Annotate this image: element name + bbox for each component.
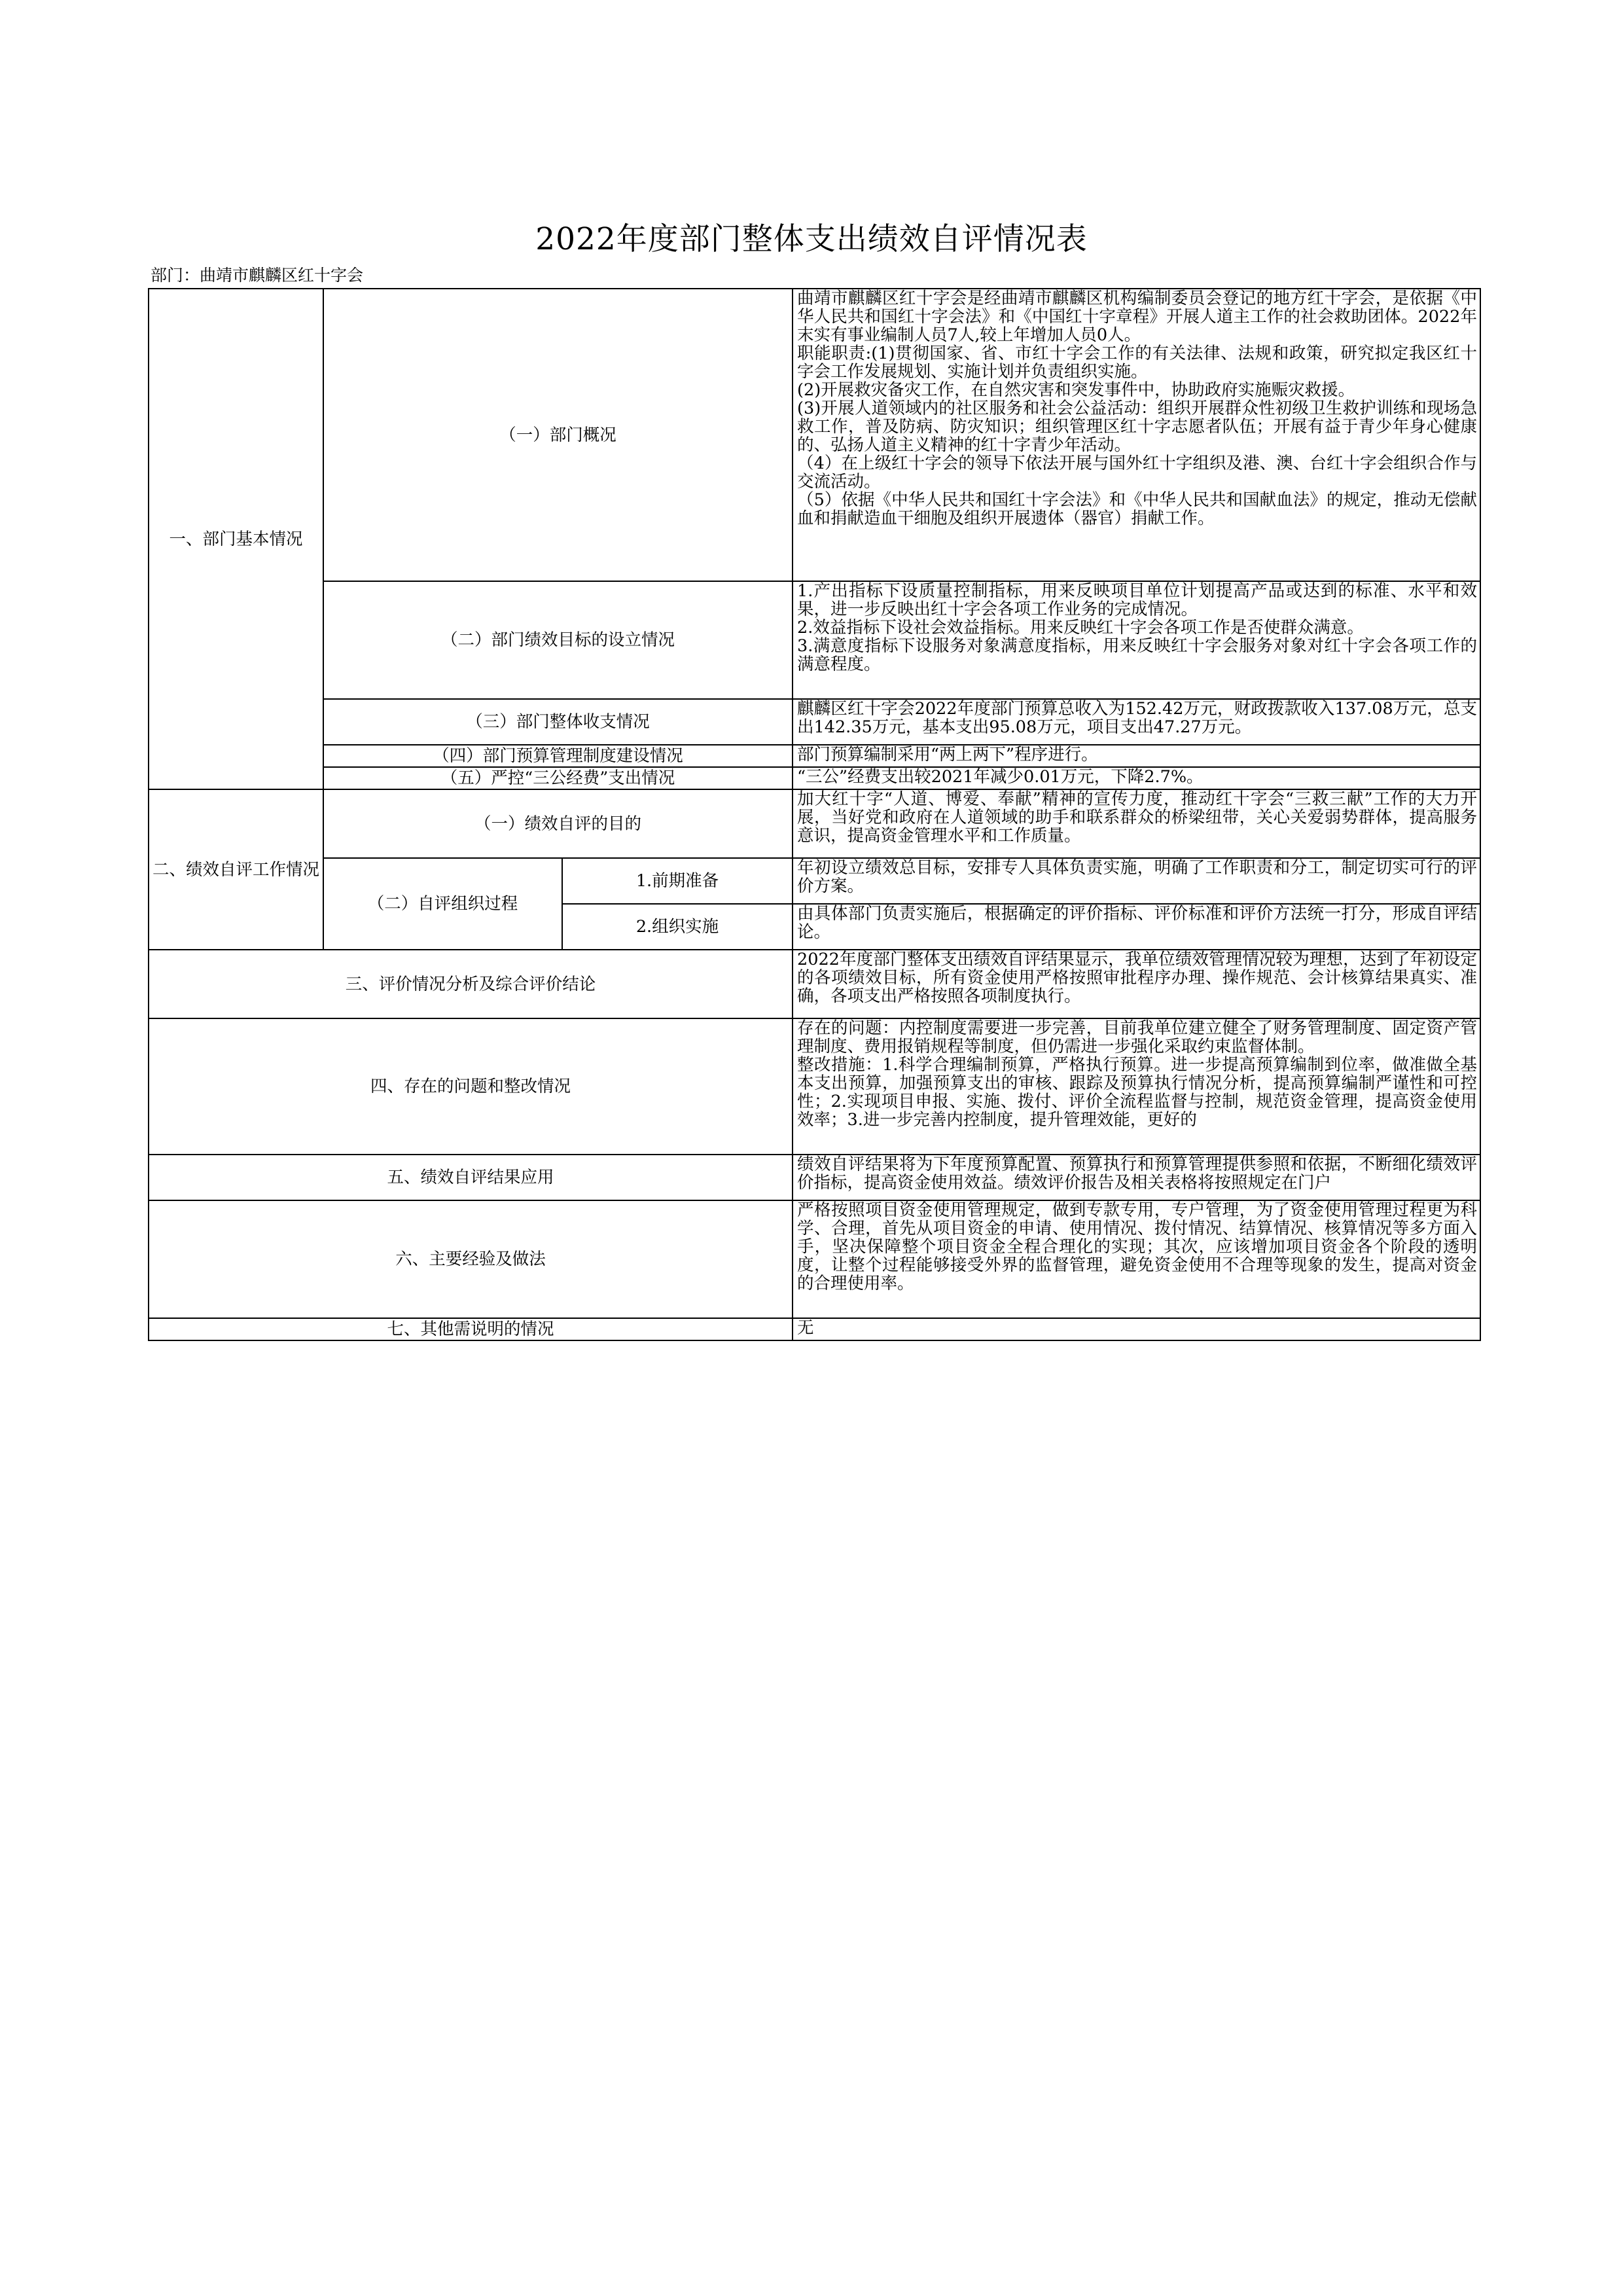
prep-label-cell [562, 858, 793, 904]
text-line: (2)开展救灾备灾工作，在自然灾害和突发事件中，协助政府实施赈灾救援。 [797, 380, 1355, 400]
overview-content-cell [793, 289, 1480, 581]
text-line: 严格按照项目资金使用管理规定，做到专款专用，专户管理，为了资金使用管理过程更为科学、合理，首先从项目资金的申请、使用情况、拨付情况、结算情况、核算情况等多方面入手，坚决保障整个项目资金全程合理化的实现；其次，应该增加项目资金各个阶段的透明度，让整个过程能够接受外界的监督管理，避免资金使用不合理等现象的发生，提高对资金的合理使用率。 [797, 1201, 1478, 1293]
section5-text [793, 1155, 1480, 1200]
section7-label-cell [149, 1318, 793, 1340]
section4-content-cell [793, 1018, 1480, 1155]
revenue-text [793, 700, 1480, 744]
section3-content-cell [793, 950, 1480, 1018]
purpose-label: （一）绩效自评的目的 [474, 814, 642, 834]
text-line: 绩效自评结果将为下年度预算配置、预算执行和预算管理提供参照和依据，不断细化绩效评价指标，提高资金使用效益。绩效评价报告及相关表格将按照规定在门户 [797, 1155, 1478, 1193]
goals-content-cell [793, 581, 1480, 699]
three-public-text [793, 768, 1480, 789]
purpose-content-cell [793, 789, 1480, 858]
section4-text [793, 1019, 1480, 1154]
goals-label-cell [323, 581, 793, 699]
section5-label-cell [149, 1155, 793, 1200]
text-line: 部门预算编制采用“两上两下”程序进行。 [797, 745, 1098, 764]
text-line: 曲靖市麒麟区红十字会是经曲靖市麒麟区机构编制委员会登记的地方红十字会，是依据《中华人民共和国红十字会法》和《中国红十字章程》开展人道主工作的社会救助团体。2022年末实有事业编制人员7人,较上年增加人员0人。 [797, 289, 1478, 345]
impl-label: 2.组织实施 [635, 917, 719, 937]
text-line: 2.效益指标下设社会效益指标。用来反映红十字会各项工作是否使群众满意。 [797, 618, 1364, 637]
section2-label: 二、绩效自评工作情况 [152, 859, 319, 880]
purpose-label-cell [323, 789, 793, 858]
text-line: 3.满意度指标下设服务对象满意度指标，用来反映红十字会服务对象对红十字会各项工作的满意程度。 [797, 636, 1478, 674]
text-line: 年初设立绩效总目标，安排专人具体负责实施，明确了工作职责和分工，制定切实可行的评价方案。 [797, 859, 1478, 896]
budget-system-label-cell [323, 745, 793, 767]
section3-label-cell [149, 950, 793, 1018]
text-line: 加大红十字“人道、博爱、奉献”精神的宣传力度，推动红十字会“三救三献”工作的大力开展，当好党和政府在人道领域的助手和联系群众的桥梁纽带，关心关爱弱势群体，提高服务意识，提高资金管理水平和工作质量。 [797, 790, 1478, 846]
section4-label: 四、存在的问题和整改情况 [370, 1077, 571, 1096]
text-line: (3)开展人道领域内的社区服务和社会公益活动：组织开展群众性初级卫生救护训练和现场急救工作，普及防病、防灾知识；组织管理区红十字志愿者队伍；开展有益于青少年身心健康的、弘扬人道主义精神的红十字青少年活动。 [797, 399, 1478, 455]
prep-label: 1.前期准备 [635, 871, 719, 891]
three-public-label: （五）严控“三公经费”支出情况 [440, 768, 675, 788]
text-line: （5）依据《中华人民共和国红十字会法》和《中华人民共和国献血法》的规定，推动无偿献血和捐献造血干细胞及组织开展遗体（器官）捐献工作。 [797, 490, 1478, 528]
impl-text [793, 905, 1480, 949]
section7-text [793, 1319, 1480, 1340]
three-public-label-cell [323, 767, 793, 789]
section6-label: 六、主要经验及做法 [395, 1249, 546, 1269]
budget-system-text [793, 745, 1480, 766]
section4-label-cell [149, 1018, 793, 1155]
section6-text [793, 1201, 1480, 1318]
three-public-content-cell [793, 767, 1480, 789]
section6-content-cell [793, 1200, 1480, 1318]
section7-content-cell [793, 1318, 1480, 1340]
overview-label: （一）部门概况 [499, 425, 616, 445]
purpose-text [793, 790, 1480, 857]
section5-content-cell [793, 1155, 1480, 1200]
section1-label: 一、部门基本情况 [169, 529, 303, 549]
text-line: 存在的问题：内控制度需要进一步完善，目前我单位建立健全了财务管理制度、固定资产管理制度、费用报销规程等制度，但仍需进一步强化采取约束监督体制。 [797, 1019, 1478, 1056]
text-line: 整改措施：1.科学合理编制预算，严格执行预算。进一步提高预算编制到位率，做准做全基本支出预算，加强预算支出的审核、跟踪及预算执行情况分析，提高预算编制严谨性和可控性；2.实现项目申报、实施、拨付、评价全流程监督与控制，规范资金管理，提高资金使用效率；3.进一步完善内控制度，提升管理效能，更好的 [797, 1055, 1478, 1130]
overview-text [793, 289, 1480, 581]
section3-text [793, 950, 1480, 1018]
process-label-cell [323, 858, 562, 950]
text-line: 1.产出指标下设质量控制指标，用来反映项目单位计划提高产品或达到的标准、水平和效果，进一步反映出红十字会各项工作业务的完成情况。 [797, 582, 1478, 619]
impl-label-cell [562, 904, 793, 950]
prep-content-cell [793, 858, 1480, 904]
page-title: 2022年度部门整体支出绩效自评情况表 [535, 221, 1088, 257]
text-line: 无 [797, 1319, 814, 1338]
text-line: （4）在上级红十字会的领导下依法开展与国外红十字组织及港、澳、台红十字会组织合作与交流活动。 [797, 454, 1478, 492]
budget-system-content-cell [793, 745, 1480, 767]
text-line: “三公”经费支出较2021年减少0.01万元，下降2.7%。 [797, 768, 1204, 787]
text-line: 职能职责:(1)贯彻国家、省、市红十字会工作的有关法律、法规和政策，研究拟定我区红十字会工作发展规划、实施计划并负责组织实施。 [797, 344, 1478, 382]
section1-label-cell [149, 289, 323, 789]
budget-system-label: （四）部门预算管理制度建设情况 [433, 746, 683, 766]
goals-label: （二）部门绩效目标的设立情况 [441, 630, 675, 650]
process-label: （二）自评组织过程 [367, 894, 518, 914]
revenue-label-cell [323, 699, 793, 745]
revenue-label: （三）部门整体收支情况 [466, 712, 650, 732]
impl-content-cell [793, 904, 1480, 950]
prep-text [793, 859, 1480, 903]
overview-label-cell [323, 289, 793, 581]
text-line: 2022年度部门整体支出绩效自评结果显示，我单位绩效管理情况较为理想，达到了年初设定的各项绩效目标，所有资金使用严格按照审批程序办理、操作规范、会计核算结果真实、准确，各项支出严格按照各项制度执行。 [797, 950, 1478, 1006]
section2-label-cell [149, 789, 323, 950]
revenue-content-cell [793, 699, 1480, 745]
goals-text [793, 582, 1480, 698]
section5-label: 五、绩效自评结果应用 [387, 1168, 554, 1187]
text-line: 由具体部门负责实施后，根据确定的评价指标、评价标准和评价方法统一打分，形成自评结论。 [797, 905, 1478, 942]
section7-label: 七、其他需说明的情况 [387, 1319, 554, 1339]
section3-label: 三、评价情况分析及综合评价结论 [345, 974, 596, 994]
department-line: 部门：曲靖市麒麟区红十字会 [151, 266, 364, 285]
text-line: 麒麟区红十字会2022年度部门预算总收入为152.42万元，财政拨款收入137.08万元，总支出142.35万元，基本支出95.08万元，项目支出47.27万元。 [797, 700, 1478, 737]
evaluation-table [148, 288, 1481, 1341]
section6-label-cell [149, 1200, 793, 1318]
